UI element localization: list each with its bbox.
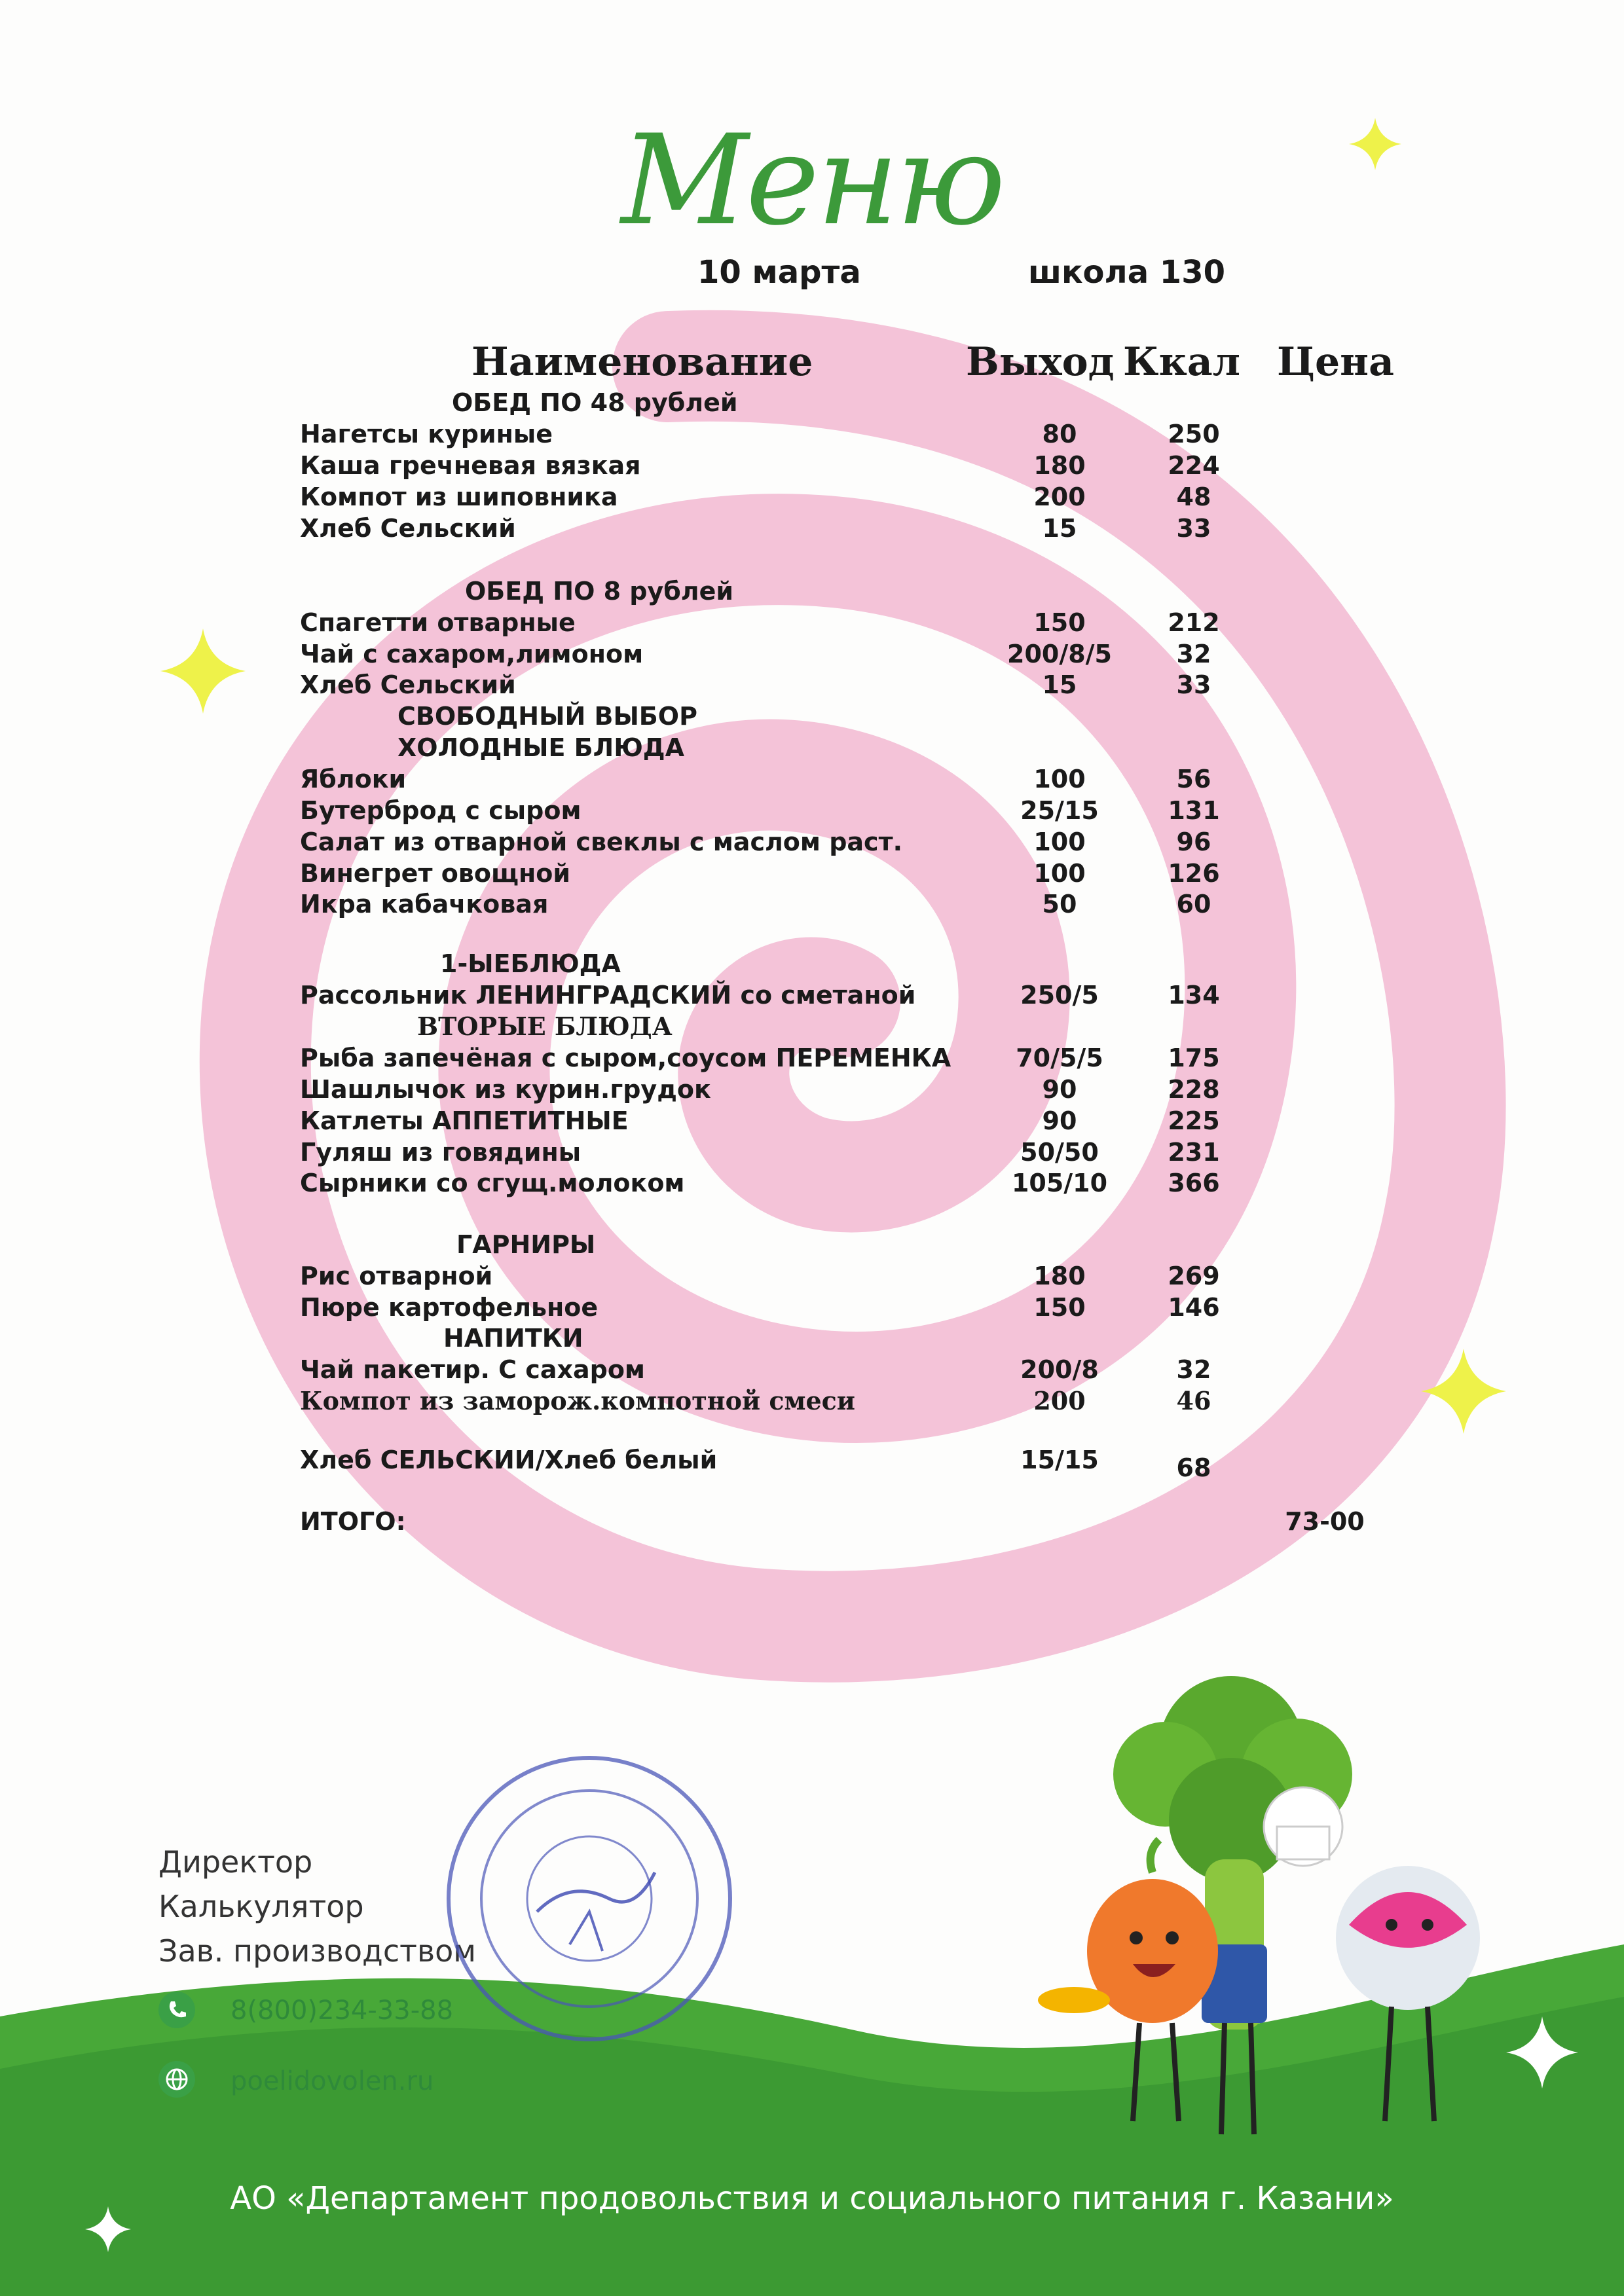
menu-row bbox=[300, 1074, 1387, 1105]
dish-kcal: 131 bbox=[1168, 796, 1220, 825]
menu-row bbox=[300, 513, 1387, 544]
section-lunch-8: ОБЕД ПО 8 рублей bbox=[465, 577, 734, 606]
dish-name: Спагетти отварные bbox=[300, 608, 576, 637]
dish-kcal: 134 bbox=[1168, 981, 1220, 1010]
official-stamp bbox=[439, 1748, 740, 2049]
column-header-price: Цена bbox=[1277, 339, 1394, 385]
dish-output: 15 bbox=[1042, 670, 1077, 699]
menu-row bbox=[300, 1260, 1387, 1292]
dish-output: 200 bbox=[1033, 1386, 1086, 1415]
total-row bbox=[300, 1506, 1387, 1537]
dish-output: 100 bbox=[1033, 765, 1086, 793]
dish-output: 200 bbox=[1033, 483, 1086, 511]
section-drinks: НАПИТКИ bbox=[443, 1324, 583, 1353]
page-title: Меню bbox=[621, 108, 1003, 253]
dish-name: Нагетсы куриные bbox=[300, 420, 553, 448]
dish-output: 200/8/5 bbox=[1007, 640, 1112, 668]
dish-name: Компот из замор⁠ож.компотной смеси bbox=[300, 1386, 855, 1415]
menu-row bbox=[300, 858, 1387, 889]
dish-kcal: 231 bbox=[1168, 1138, 1220, 1167]
menu-row bbox=[300, 669, 1387, 701]
dish-kcal: 228 bbox=[1168, 1075, 1220, 1104]
dish-kcal: 96 bbox=[1176, 828, 1211, 856]
column-header-kcal: Ккал bbox=[1123, 339, 1241, 385]
section-lunch-48: ОБЕД ПО 48 рублей bbox=[452, 388, 738, 417]
section-garnish: ГАРНИРЫ bbox=[456, 1230, 596, 1259]
menu-row bbox=[300, 418, 1387, 450]
dish-name: Рассольник ЛЕНИНГРАДСКИЙ со сметаной bbox=[300, 981, 916, 1010]
menu-row bbox=[300, 1354, 1387, 1385]
calculator-label: Калькулятор bbox=[158, 1889, 364, 1924]
menu-row bbox=[300, 1137, 1387, 1168]
menu-row bbox=[300, 795, 1387, 826]
organization-name: АО «Департамент продовольствия и социального питания г. Казани» bbox=[230, 2180, 1394, 2217]
dish-kcal: 68 bbox=[1176, 1453, 1211, 1482]
menu-row bbox=[300, 1444, 1387, 1482]
dish-name: Каша гречневая вязкая bbox=[300, 451, 641, 480]
dish-output: 180 bbox=[1033, 1262, 1086, 1290]
dish-output: 90 bbox=[1042, 1106, 1077, 1135]
section-free-choice: СВОБОДНЫЙ ВЫБОР bbox=[397, 702, 697, 731]
dish-kcal: 33 bbox=[1176, 670, 1211, 699]
menu-row bbox=[300, 979, 1387, 1011]
sparkle-icon bbox=[160, 629, 246, 714]
dish-name: Гуляш из говядины bbox=[300, 1138, 581, 1167]
dish-name: Яблоки bbox=[300, 765, 407, 793]
dish-kcal: 33 bbox=[1176, 514, 1211, 543]
dish-kcal: 212 bbox=[1168, 608, 1220, 637]
total-label: ИТОГО: bbox=[300, 1507, 406, 1536]
dish-output: 180 bbox=[1033, 451, 1086, 480]
menu-row bbox=[300, 638, 1387, 670]
total-price: 73-00 bbox=[1285, 1507, 1365, 1536]
dish-kcal: 48 bbox=[1176, 483, 1211, 511]
dish-kcal: 60 bbox=[1176, 890, 1211, 919]
menu-row bbox=[300, 888, 1387, 920]
dish-output: 90 bbox=[1042, 1075, 1077, 1104]
menu-row bbox=[300, 1292, 1387, 1323]
school-name: школа 130 bbox=[1028, 254, 1225, 291]
dish-name: Хлеб СЕЛЬСКИИ/Хлеб белый bbox=[300, 1446, 718, 1474]
dish-name: Пюре картофельное bbox=[300, 1293, 599, 1322]
section-first-courses: 1-ЫЕБЛЮДА bbox=[440, 949, 621, 978]
dish-name: Бутерброд с сыром bbox=[300, 796, 581, 825]
column-header-output: Выход bbox=[966, 339, 1115, 385]
dish-kcal: 56 bbox=[1176, 765, 1211, 793]
director-label: Директор bbox=[158, 1844, 313, 1880]
menu-row bbox=[300, 1167, 1387, 1199]
phone-number[interactable]: 8(800)234-33-88 bbox=[231, 1995, 454, 2026]
menu-row bbox=[300, 1385, 1387, 1417]
dish-kcal: 46 bbox=[1176, 1386, 1211, 1415]
dish-kcal: 32 bbox=[1176, 1355, 1211, 1384]
dish-name: Хлеб Сельский bbox=[300, 670, 516, 699]
column-header-name: Наименование bbox=[471, 339, 813, 385]
website-link[interactable]: poelidovolen.ru bbox=[231, 2066, 434, 2096]
menu-row bbox=[300, 1042, 1387, 1074]
dish-name: Компот из шиповника bbox=[300, 483, 618, 511]
dish-name: Чай с сахаром,лимоном bbox=[300, 640, 644, 668]
sparkle-icon bbox=[1506, 2016, 1578, 2088]
globe-icon bbox=[158, 2061, 195, 2098]
dish-name: Сырники со сгущ.молоком bbox=[300, 1169, 685, 1197]
dish-kcal: 269 bbox=[1168, 1262, 1220, 1290]
dish-name: Катлеты АППЕТИТНЫЕ bbox=[300, 1106, 629, 1135]
section-second-courses: ВТОРЫЕ БЛЮДА bbox=[417, 1011, 673, 1041]
section-cold-dishes: ХОЛОДНЫЕ БЛЮДА bbox=[397, 733, 685, 762]
dish-output: 150 bbox=[1033, 1293, 1086, 1322]
dish-kcal: 250 bbox=[1168, 420, 1220, 448]
dish-name: Салат из отварной свеклы с маслом раст. bbox=[300, 828, 903, 856]
dish-output: 250/5 bbox=[1020, 981, 1099, 1010]
dish-name: Рыба запечёная с сыром,соусом ПЕРЕМЕНКА bbox=[300, 1044, 951, 1072]
phone-icon bbox=[158, 1992, 195, 2028]
dish-kcal: 175 bbox=[1168, 1044, 1220, 1072]
production-label: Зав. производством bbox=[158, 1933, 476, 1969]
dish-output: 25/15 bbox=[1020, 796, 1099, 825]
menu-date: 10 марта bbox=[697, 254, 861, 291]
dish-output: 15/15 bbox=[1020, 1446, 1099, 1474]
dish-output: 150 bbox=[1033, 608, 1086, 637]
dish-output: 80 bbox=[1042, 420, 1077, 448]
menu-row bbox=[300, 450, 1387, 481]
dish-output: 100 bbox=[1033, 859, 1086, 888]
dish-kcal: 224 bbox=[1168, 451, 1220, 480]
dish-kcal: 366 bbox=[1168, 1169, 1220, 1197]
dish-output: 100 bbox=[1033, 828, 1086, 856]
menu-row bbox=[300, 826, 1387, 858]
sparkle-icon bbox=[1421, 1349, 1506, 1434]
dish-output: 70/5/5 bbox=[1016, 1044, 1103, 1072]
mascots-illustration bbox=[1035, 1663, 1539, 2187]
dish-kcal: 225 bbox=[1168, 1106, 1220, 1135]
menu-row bbox=[300, 481, 1387, 513]
dish-kcal: 32 bbox=[1176, 640, 1211, 668]
dish-output: 50/50 bbox=[1020, 1138, 1099, 1167]
menu-row bbox=[300, 763, 1387, 795]
dish-name: Шашлычок из курин.грудок bbox=[300, 1075, 711, 1104]
dish-name: Винегрет овощной bbox=[300, 859, 570, 888]
dish-name: Чай пакетир. С сахаром bbox=[300, 1355, 645, 1384]
menu-row bbox=[300, 607, 1387, 638]
dish-kcal: 146 bbox=[1168, 1293, 1220, 1322]
dish-output: 200/8 bbox=[1020, 1355, 1099, 1384]
dish-name: Хлеб Сельский bbox=[300, 514, 516, 543]
dish-name: Рис отварной bbox=[300, 1262, 493, 1290]
menu-row bbox=[300, 1105, 1387, 1137]
dish-output: 15 bbox=[1042, 514, 1077, 543]
dish-output: 50 bbox=[1042, 890, 1077, 919]
dish-output: 105/10 bbox=[1011, 1169, 1108, 1197]
dish-name: Икра кабачковая bbox=[300, 890, 549, 919]
dish-kcal: 126 bbox=[1168, 859, 1220, 888]
